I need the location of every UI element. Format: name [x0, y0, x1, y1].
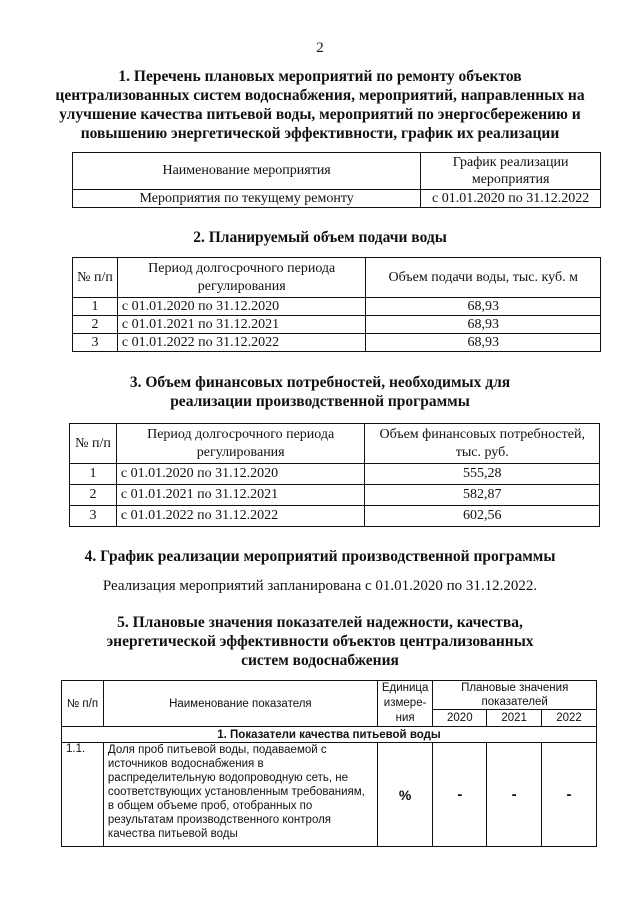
table-header-row — [73, 258, 601, 298]
header-cell-name: Наименование показателя — [103, 681, 377, 727]
section-5-title — [60, 613, 580, 670]
table-cell: с 01.01.2021 по 31.12.2021 — [116, 485, 365, 506]
table-cell: 2 — [73, 316, 118, 334]
table-row — [73, 334, 601, 352]
section-4-title: 4. График реализации мероприятий производственной программы — [84, 548, 556, 565]
section-5-title-line: систем водоснабжения — [241, 652, 399, 669]
section-5-title-line: 5. Плановые значения показателей надежности, качества, — [117, 614, 523, 631]
header-cell-year: 2022 — [542, 710, 597, 727]
table-header-row — [70, 424, 600, 464]
table-row — [62, 743, 597, 847]
table-cell: 1 — [70, 464, 117, 485]
section-4-text: Реализация мероприятий запланирована с 01.01.2020 по 31.12.2022. — [102, 578, 538, 594]
table-cell-num: 1.1. — [62, 743, 104, 847]
header-cell: Период долгосрочного периода регулирования — [116, 424, 365, 464]
table-cell: 2 — [70, 485, 117, 506]
table-cell: Мероприятия по текущему ремонту — [73, 190, 421, 208]
page-number: 2 — [316, 40, 324, 56]
table-cell: с 01.01.2021 по 31.12.2021 — [117, 316, 366, 334]
table-cell-unit: % — [377, 743, 433, 847]
table-row — [70, 485, 600, 506]
table-cell: 582,87 — [365, 485, 600, 506]
header-cell-year: 2020 — [433, 710, 487, 727]
header-cell-year: 2021 — [487, 710, 542, 727]
table-cell: 602,56 — [365, 506, 600, 527]
section-2-title: 2. Планируемый объем подачи воды — [193, 229, 447, 246]
table-financial-needs — [69, 423, 600, 527]
section-1-title-line: 1. Перечень плановых мероприятий по ремонту объектов — [118, 68, 522, 85]
table-cell: 68,93 — [366, 316, 601, 334]
table-cell: с 01.01.2020 по 31.12.2022 — [421, 190, 601, 208]
table-cell-value: - — [433, 743, 487, 847]
section-3-title — [20, 373, 620, 411]
table-water-volume — [72, 257, 601, 352]
group-heading: 1. Показатели качества питьевой воды — [62, 727, 597, 743]
table-activities — [72, 152, 601, 208]
header-cell-num: № п/п — [62, 681, 104, 727]
section-1-title-line: улучшение качества питьевой воды, мероприятий по энергосбережению и — [59, 106, 581, 123]
table-cell: 3 — [70, 506, 117, 527]
table-cell: 3 — [73, 334, 118, 352]
table-group-row — [62, 727, 597, 743]
header-cell: Объем подачи воды, тыс. куб. м — [366, 258, 601, 298]
table-cell-value: - — [542, 743, 597, 847]
section-5-title-line: энергетической эффективности объектов централизованных — [106, 633, 534, 650]
header-cell: Наименование мероприятия — [73, 153, 421, 190]
table-header-row — [62, 681, 597, 710]
table-cell: 68,93 — [366, 298, 601, 316]
header-cell: Период долгосрочного периода регулирования — [117, 258, 366, 298]
table-row — [70, 464, 600, 485]
header-cell-unit: Единица измере-ния — [377, 681, 433, 727]
table-indicators — [61, 680, 597, 847]
table-cell-value: - — [487, 743, 542, 847]
table-row — [73, 316, 601, 334]
section-3-title-line: реализации производственной программы — [170, 393, 470, 410]
table-row — [73, 298, 601, 316]
table-cell: с 01.01.2022 по 31.12.2022 — [116, 506, 365, 527]
header-cell-plan: Плановые значения показателей — [433, 681, 597, 710]
header-cell: № п/п — [73, 258, 118, 298]
table-cell: с 01.01.2020 по 31.12.2020 — [116, 464, 365, 485]
header-cell: № п/п — [70, 424, 117, 464]
section-1-title-line: централизованных систем водоснабжения, мероприятий, направленных на — [55, 87, 585, 104]
table-row — [73, 190, 601, 208]
table-cell: с 01.01.2020 по 31.12.2020 — [117, 298, 366, 316]
table-cell: 68,93 — [366, 334, 601, 352]
section-1-title — [20, 67, 620, 143]
table-cell: с 01.01.2022 по 31.12.2022 — [117, 334, 366, 352]
header-cell: График реализации мероприятия — [421, 153, 601, 190]
table-cell-name: Доля проб питьевой воды, подаваемой с источников водоснабжения в распределительную водопроводную сеть, не соответствующих установленным требованиям, в общем объеме проб, отобранных по результатам производственного контроля качества питьевой воды — [103, 743, 377, 847]
table-cell: 1 — [73, 298, 118, 316]
section-1-title-line: повышению энергетической эффективности, график их реализации — [80, 125, 560, 142]
header-cell: Объем финансовых потребностей, тыс. руб. — [365, 424, 600, 464]
table-cell: 555,28 — [365, 464, 600, 485]
table-row — [70, 506, 600, 527]
section-3-title-line: 3. Объем финансовых потребностей, необходимых для — [129, 374, 511, 391]
table-header-row — [73, 153, 601, 190]
